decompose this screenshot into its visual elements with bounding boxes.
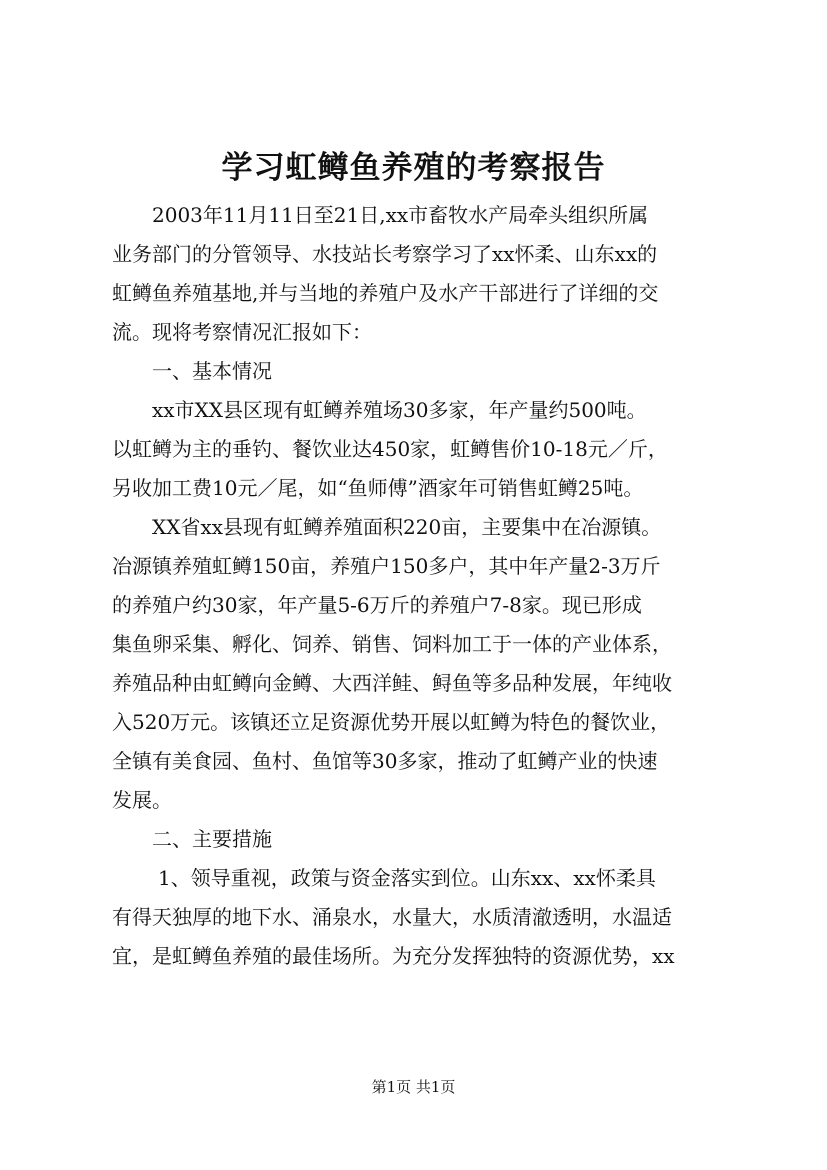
paragraph-line: 的养殖户约30家，年产量5-6万斤的养殖户7-8家。现已形成	[112, 593, 642, 617]
page-footer: 第1页 共1页	[371, 1078, 456, 1096]
section-heading: 一、基本情况	[152, 359, 272, 383]
paragraph-line: 入520万元。该镇还立足资源优势开展以虹鳟为特色的餐饮业，	[112, 710, 671, 734]
paragraph-line: 冶源镇养殖虹鳟150亩，养殖户150多户，其中年产量2-3万斤	[112, 554, 661, 578]
paragraph-line: 业务部门的分管领导、水技站长考察学习了xx怀柔、山东xx的	[112, 242, 658, 266]
paragraph-line: 养殖品种由虹鳟向金鳟、大西洋鲑、鲟鱼等多品种发展，年纯收	[112, 671, 672, 695]
paragraph-line: 发展。	[112, 788, 172, 812]
section-heading: 二、主要措施	[152, 827, 272, 851]
paragraph-line: xx市XX县区现有虹鳟养殖场30多家，年产量约500吨。	[152, 398, 647, 422]
paragraph-line: 宜，是虹鳟鱼养殖的最佳场所。为充分发挥独特的资源优势，xx	[112, 944, 675, 968]
paragraph-line: 集鱼卵采集、孵化、饲养、销售、饲料加工于一体的产业体系，	[112, 632, 672, 656]
paragraph-line: 有得天独厚的地下水、涌泉水，水量大，水质清澈透明，水温适	[112, 905, 672, 929]
paragraph-line: XX省xx县现有虹鳟养殖面积220亩，主要集中在冶源镇。	[152, 515, 662, 539]
document-title: 学习虹鳟鱼养殖的考察报告	[221, 150, 606, 186]
paragraph-line: 全镇有美食园、鱼村、鱼馆等30多家，推动了虹鳟产业的快速	[112, 749, 658, 773]
paragraph-line: 以虹鳟为主的垂钓、餐饮业达450家，虹鳟售价10-18元／斤，	[112, 437, 668, 461]
paragraph-line: 流。现将考察情况汇报如下：	[112, 320, 372, 344]
paragraph-line: 2003年11月11日至21日,xx市畜牧水产局牵头组织所属	[152, 203, 649, 227]
paragraph-line: 1、领导重视，政策与资金落实到位。山东xx、xx怀柔具	[158, 866, 656, 890]
paragraph-line: 虹鳟鱼养殖基地,并与当地的养殖户及水产干部进行了详细的交	[112, 281, 659, 305]
document-body	[112, 196, 738, 976]
paragraph-line: 另收加工费10元／尾，如“鱼师傅”酒家年可销售虹鳟25吨。	[112, 476, 644, 500]
